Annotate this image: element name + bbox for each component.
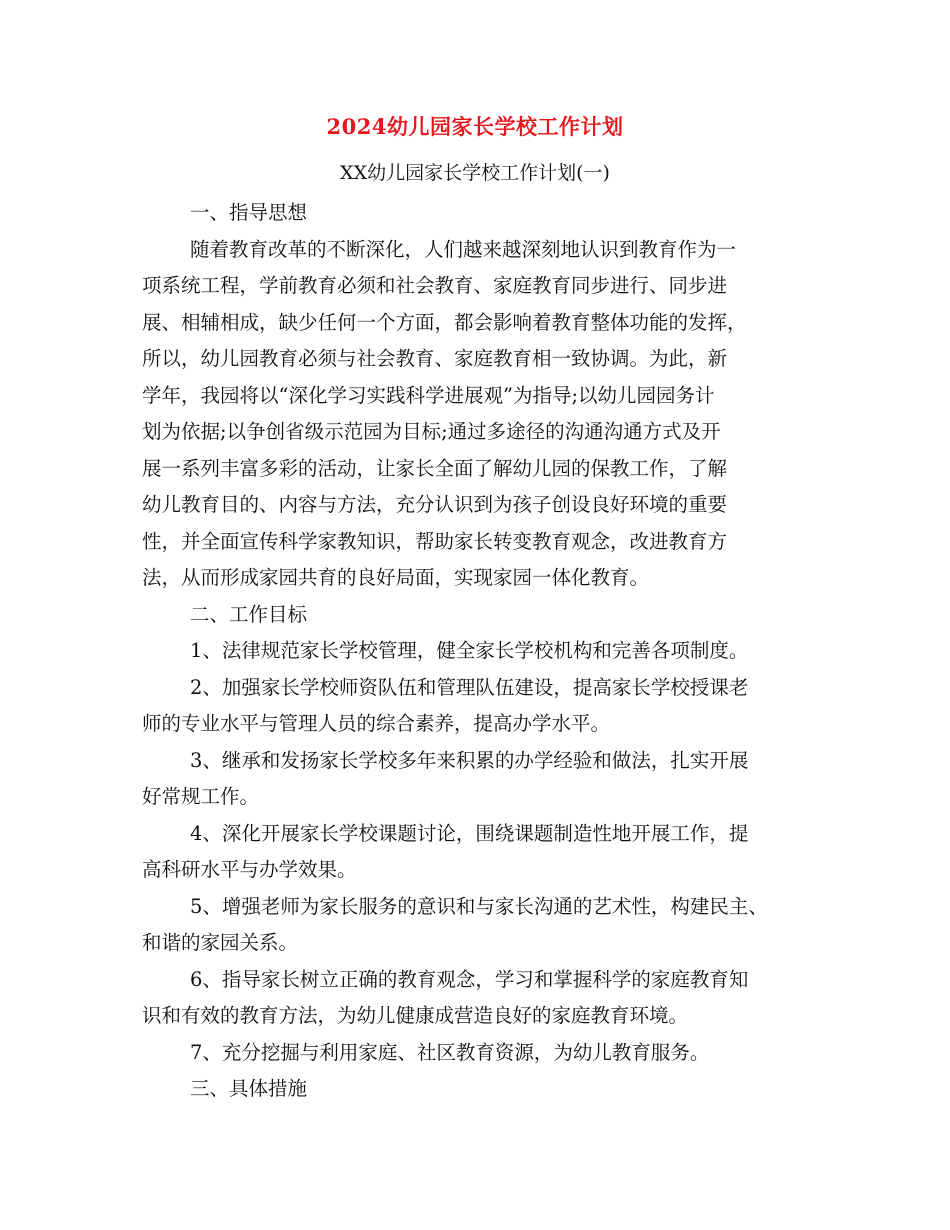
paragraph-line: 展一系列丰富多彩的活动，让家长全面了解幼儿园的保教工作，了解 [142, 456, 728, 480]
paragraph-line: 学年，我园将以“深化学习实践科学进展观”为指导;以幼儿园园务计 [142, 383, 715, 407]
goal-line: 1、法律规范家长学校管理，健全家长学校机构和完善各项制度。 [190, 639, 749, 662]
document-subtitle: XX幼儿园家长学校工作计划(一) [340, 162, 610, 184]
goal-line: 识和有效的教育方法，为幼儿健康成营造良好的家庭教育环境。 [142, 1004, 689, 1027]
goal-line: 2、加强家长学校师资队伍和管理队伍建设，提高家长学校授课老 [190, 675, 749, 699]
goal-line: 高科研水平与办学效果。 [142, 858, 357, 881]
goal-line: 6、指导家长树立正确的教育观念，学习和掌握科学的家庭教育知 [190, 967, 749, 991]
goal-item-7 [142, 1035, 822, 1072]
paragraph-line: 划为依据;以争创省级示范园为目标;通过多途径的沟通沟通方式及开 [142, 420, 721, 443]
heading-line: 一、指导思想 [190, 201, 308, 224]
heading-line: 二、工作目标 [190, 602, 308, 626]
goal-line: 好常规工作。 [142, 785, 260, 808]
goal-line: 5、增强老师为家长服务的意识和与家长沟通的艺术性，构建民主、 [190, 894, 768, 918]
section-heading-specific-measures [142, 1071, 822, 1108]
goal-item-2 [142, 670, 822, 743]
paragraph-line: 随着教育改革的不断深化，人们越来越深刻地认识到教育作为一 [190, 237, 737, 261]
paragraph-guiding-ideology [142, 232, 822, 597]
section-heading-guiding-ideology [142, 195, 822, 232]
goal-item-4 [142, 816, 822, 889]
document-title: 2024幼儿园家长学校工作计划 [326, 114, 624, 139]
goal-line: 3、继承和发扬家长学校多年来积累的办学经验和做法，扎实开展 [190, 748, 749, 772]
paragraph-line: 展、相辅相成，缺少任何一个方面，都会影响着教育整体功能的发挥， [142, 310, 747, 334]
paragraph-line: 法，从而形成家园共育的良好局面，实现家园一体化教育。 [142, 566, 650, 589]
goal-item-5 [142, 889, 822, 962]
paragraph-line: 所以，幼儿园教育必须与社会教育、家庭教育相一致协调。为此，新 [142, 347, 728, 370]
paragraph-line: 项系统工程，学前教育必须和社会教育、家庭教育同步进行、同步进 [142, 274, 728, 297]
goal-line: 4、深化开展家长学校课题讨论，围绕课题制造性地开展工作，提 [190, 821, 749, 845]
goal-item-3 [142, 743, 822, 816]
goal-line: 7、充分挖掘与利用家庭、社区教育资源，为幼儿教育服务。 [190, 1040, 710, 1064]
paragraph-line: 幼儿教育目的、内容与方法，充分认识到为孩子创设良好环境的重要 [142, 493, 728, 516]
heading-line: 三、具体措施 [190, 1077, 308, 1100]
goal-item-6 [142, 962, 822, 1035]
goal-line: 和谐的家园关系。 [142, 931, 299, 954]
document-body [142, 195, 822, 1108]
section-heading-work-goals [142, 597, 822, 634]
goal-item-1 [142, 633, 822, 670]
goal-line: 师的专业水平与管理人员的综合素养，提高办学水平。 [142, 712, 611, 735]
paragraph-line: 性，并全面宣传科学家教知识，帮助家长转变教育观念，改进教育方 [142, 529, 728, 553]
